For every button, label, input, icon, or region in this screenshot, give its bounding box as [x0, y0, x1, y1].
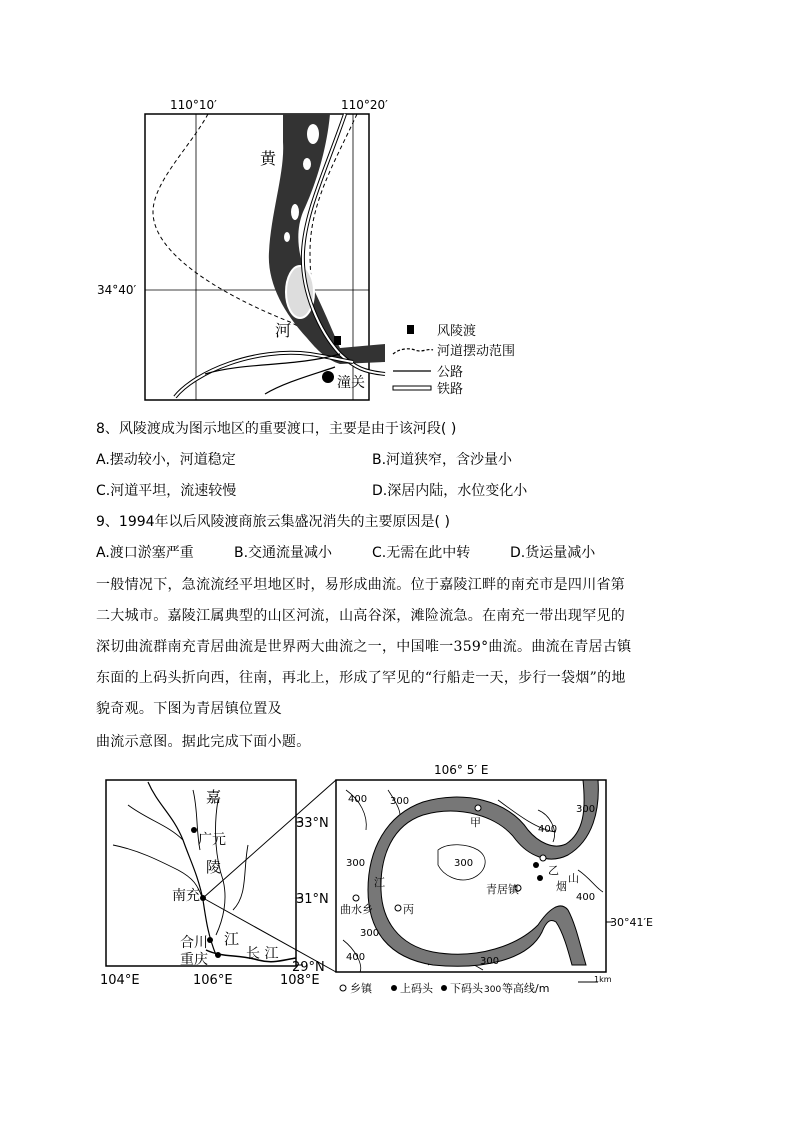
- passage-line: 深切曲流群南充青居曲流是世界两大曲流之一，中国唯一359°曲流。曲流在青居古镇: [96, 639, 632, 655]
- lon106-label: 106°E: [193, 973, 233, 988]
- lon108-label: 108°E: [280, 973, 320, 988]
- right-lon-label: 106° 5′ E: [434, 763, 489, 777]
- bing-town: [395, 905, 401, 911]
- scale-label: 1km: [594, 975, 612, 984]
- nanchong-label: 南充: [172, 888, 200, 904]
- jialing-char: 陵: [206, 858, 222, 876]
- contour-label: 300: [576, 804, 596, 815]
- lat-label: 34°40′: [97, 283, 137, 297]
- lat33-label: 33°N: [296, 816, 329, 831]
- legend-railway-label: 铁路: [437, 382, 464, 397]
- lon104-label: 104°E: [100, 973, 140, 988]
- guangyuan-dot: [191, 827, 197, 833]
- question-8-option-d[interactable]: D.深居内陆，水位变化小: [372, 483, 528, 499]
- contour-label: 300: [346, 858, 366, 869]
- question-9-stem: 9、1994年以后风陵渡商旅云集盛况消失的主要原因是( ): [96, 514, 450, 530]
- qushui-town: [353, 895, 359, 901]
- jia-town: [475, 805, 481, 811]
- jiang-label: 江: [374, 876, 385, 889]
- river-char-huang: 黄: [260, 149, 277, 168]
- yi-label: 乙: [548, 864, 559, 877]
- legend-ferry-icon: [407, 325, 414, 334]
- river-char-he: 河: [275, 321, 292, 340]
- fenglingdu-map: [95, 92, 535, 404]
- contour-label: 400: [346, 952, 366, 963]
- yi-town: [540, 855, 546, 861]
- hechuan-label: 合川: [180, 935, 208, 951]
- lon-right-label: 110°20′: [341, 98, 388, 112]
- question-8-option-a[interactable]: A.摆动较小，河道稳定: [96, 452, 236, 468]
- contour-label: 400: [538, 824, 558, 835]
- yan-label: 烟: [556, 880, 567, 893]
- passage-line: 二大城市。嘉陵江属典型的山区河流，山高谷深，滩险流急。在南充一带出现罕见的: [96, 608, 626, 624]
- contour-label: 300: [390, 796, 410, 807]
- tongguan-dot: [322, 371, 334, 383]
- passage-line: 曲流示意图。据此完成下面小题。: [96, 734, 311, 750]
- lon-left-label: 110°10′: [170, 98, 217, 112]
- legend-lower-dock-icon: [441, 985, 447, 991]
- contour-label: 300: [454, 858, 474, 869]
- legend-railway-icon: [393, 386, 431, 390]
- legend-town-icon: [340, 985, 346, 991]
- contour-label: 300: [360, 928, 380, 939]
- passage-line: 东面的上码头折向西，往南，再北上，形成了罕见的“行船走一天，步行一袋烟”的地: [96, 670, 626, 686]
- contour-label: 400: [348, 794, 368, 805]
- legend-town-label: 乡镇: [350, 982, 372, 995]
- guangyuan-label: 广元: [198, 832, 226, 848]
- tongguan-label: 潼关: [337, 375, 365, 391]
- shan-label: 山: [568, 872, 579, 885]
- qushui-label: 曲水乡: [340, 903, 373, 916]
- legend-contour-value: 300: [484, 985, 502, 995]
- question-8-option-c[interactable]: C.河道平坦，流速较慢: [96, 483, 237, 499]
- legend-upper-dock-label: 上码头: [400, 982, 433, 995]
- legend-upper-dock-icon: [391, 985, 397, 991]
- qingju-label: 青居镇: [486, 883, 519, 896]
- lat31-label: 31°N: [296, 892, 329, 907]
- lower-dock: [537, 875, 543, 881]
- upper-dock: [533, 862, 539, 868]
- changjiang-label: 长 江: [246, 946, 279, 962]
- legend-road-label: 公路: [437, 365, 464, 380]
- jialing-char: 嘉: [206, 788, 222, 806]
- fenglingdu-ferry-symbol: [334, 336, 341, 345]
- question-9-option-d[interactable]: D.货运量减小: [510, 545, 596, 561]
- legend-contour-label: 等高线/m: [502, 982, 550, 995]
- contour-label: 300: [480, 956, 500, 967]
- right-lat-label: 30°41′E: [610, 916, 653, 929]
- passage-line: 貌奇观。下图为青居镇位置及: [96, 701, 282, 717]
- legend-ferry-label: 风陵渡: [437, 324, 477, 339]
- contour-label: 400: [576, 892, 596, 903]
- jialing-char: 江: [224, 930, 240, 948]
- question-9-option-c[interactable]: C.无需在此中转: [372, 545, 471, 561]
- legend-swing-icon: [393, 349, 433, 354]
- passage-line: 一般情况下，急流流经平坦地区时，易形成曲流。位于嘉陵江畔的南充市是四川省第: [96, 577, 626, 593]
- jia-label: 甲: [470, 816, 481, 829]
- legend-swing-label: 河道摆动范围: [437, 344, 516, 359]
- lat29-label: 29°N: [292, 960, 325, 975]
- chongqing-dot: [215, 952, 221, 958]
- question-9-option-a[interactable]: A.渡口淤塞严重: [96, 545, 194, 561]
- question-8-option-b[interactable]: B.河道狭窄，含沙量小: [372, 452, 513, 468]
- legend-lower-dock-label: 下码头: [450, 982, 483, 995]
- qingju-meander-map: [98, 760, 658, 1000]
- bing-label: 丙: [403, 903, 414, 916]
- question-9-option-b[interactable]: B.交通流量减小: [234, 545, 333, 561]
- chongqing-label: 重庆: [180, 952, 208, 968]
- meander-river: [368, 780, 598, 966]
- question-8-stem: 8、风陵渡成为图示地区的重要渡口，主要是由于该河段( ): [96, 421, 457, 437]
